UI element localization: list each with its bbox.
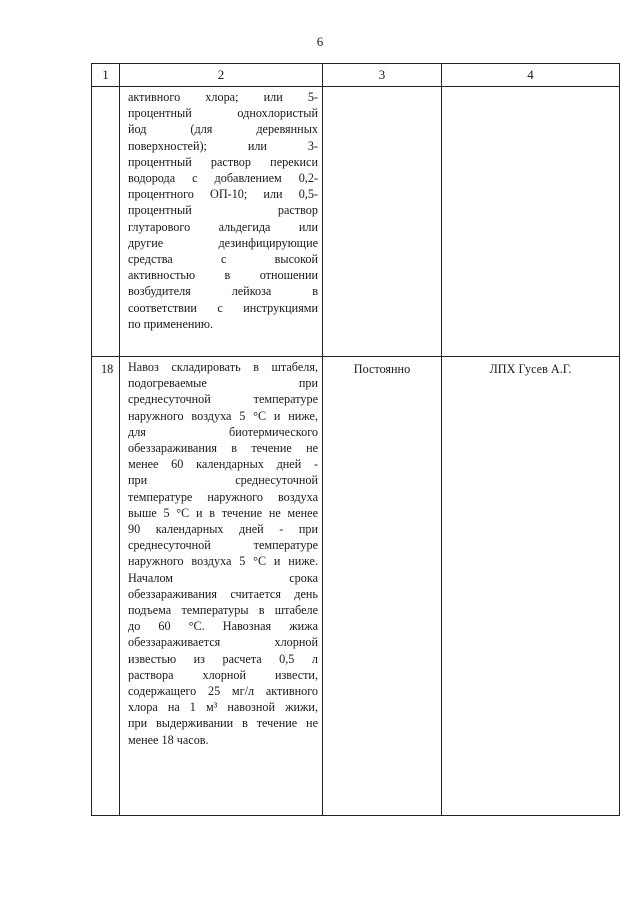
text-line: наружного воздуха 5 °С и ниже, <box>128 408 318 423</box>
text-line: глутарового альдегида или <box>128 219 318 234</box>
header-col-4: 4 <box>442 64 620 87</box>
text-line: менее 60 календарных дней - <box>128 457 318 472</box>
header-col-1: 1 <box>92 64 120 87</box>
table-row <box>92 87 620 357</box>
text-line: другие дезинфицирующие <box>128 235 318 250</box>
header-col-2: 2 <box>120 64 323 87</box>
text-line: обеззараживается хлорной <box>128 635 318 650</box>
text-line: обеззараживания в течение не <box>128 441 318 456</box>
text-line: процентный раствор <box>128 203 318 218</box>
text-line: наружного воздуха 5 °С и ниже. <box>128 554 318 569</box>
row-number-cell: 18 <box>92 357 120 816</box>
measure-text-cell <box>120 87 323 357</box>
text-line: известью из расчета 0,5 л <box>128 651 318 666</box>
text-line: по применению. <box>128 316 214 331</box>
text-line: при выдерживании в течение не <box>128 716 318 731</box>
text-line: содержащего 25 мг/л активного <box>128 684 318 699</box>
text-line: Навоз складировать в штабеля, <box>128 360 318 374</box>
text-line: раствора хлорной извести, <box>128 667 318 682</box>
text-line: менее 18 часов. <box>128 732 209 747</box>
text-line: соответствии с инструкциями <box>128 300 318 315</box>
responsible-cell <box>442 87 620 357</box>
page-number: 6 <box>316 34 324 49</box>
term-cell <box>323 87 442 357</box>
responsible-cell: ЛПХ Гусев А.Г. <box>442 357 620 816</box>
text-line: до 60 °С. Навозная жижа <box>128 619 318 634</box>
text-line: Началом срока <box>128 570 318 585</box>
text-line: поверхностей); или 3- <box>128 138 318 153</box>
text-line: при среднесуточной <box>128 473 318 488</box>
text-line: возбудителя лейкоза в <box>128 284 318 299</box>
text-line: температуре наружного воздуха <box>128 489 318 504</box>
text-line: выше 5 °С и в течение не менее <box>128 505 318 520</box>
table-row <box>92 357 620 816</box>
text-line: обеззараживания считается день <box>128 586 318 601</box>
text-line: процентного ОП-10; или 0,5- <box>128 187 318 202</box>
text-line: подъема температуры в штабеле <box>128 603 318 618</box>
text-line: процентный раствор перекиси <box>128 154 318 169</box>
text-line: водорода с добавлением 0,2- <box>128 171 318 186</box>
text-line: процентный однохлористый <box>128 106 318 121</box>
text-line: для биотермического <box>128 424 318 439</box>
header-col-3: 3 <box>323 64 442 87</box>
text-line: средства с высокой <box>128 252 318 267</box>
text-line: среднесуточной температуре <box>128 538 318 553</box>
text-line: 90 календарных дней - при <box>128 522 318 537</box>
measures-table <box>91 63 620 816</box>
table-header-row <box>92 64 620 87</box>
text-line: среднесуточной температуре <box>128 392 318 407</box>
text-line: активностью в отношении <box>128 268 318 283</box>
measure-text-cell <box>120 357 323 816</box>
text-line: йод (для деревянных <box>128 122 318 137</box>
text-line: хлора на 1 м³ навозной жижи, <box>128 700 318 715</box>
row-number-cell <box>92 87 120 357</box>
text-line: активного хлора; или 5- <box>128 90 318 104</box>
text-line: подогреваемые при <box>128 376 318 391</box>
term-cell: Постоянно <box>323 357 442 816</box>
